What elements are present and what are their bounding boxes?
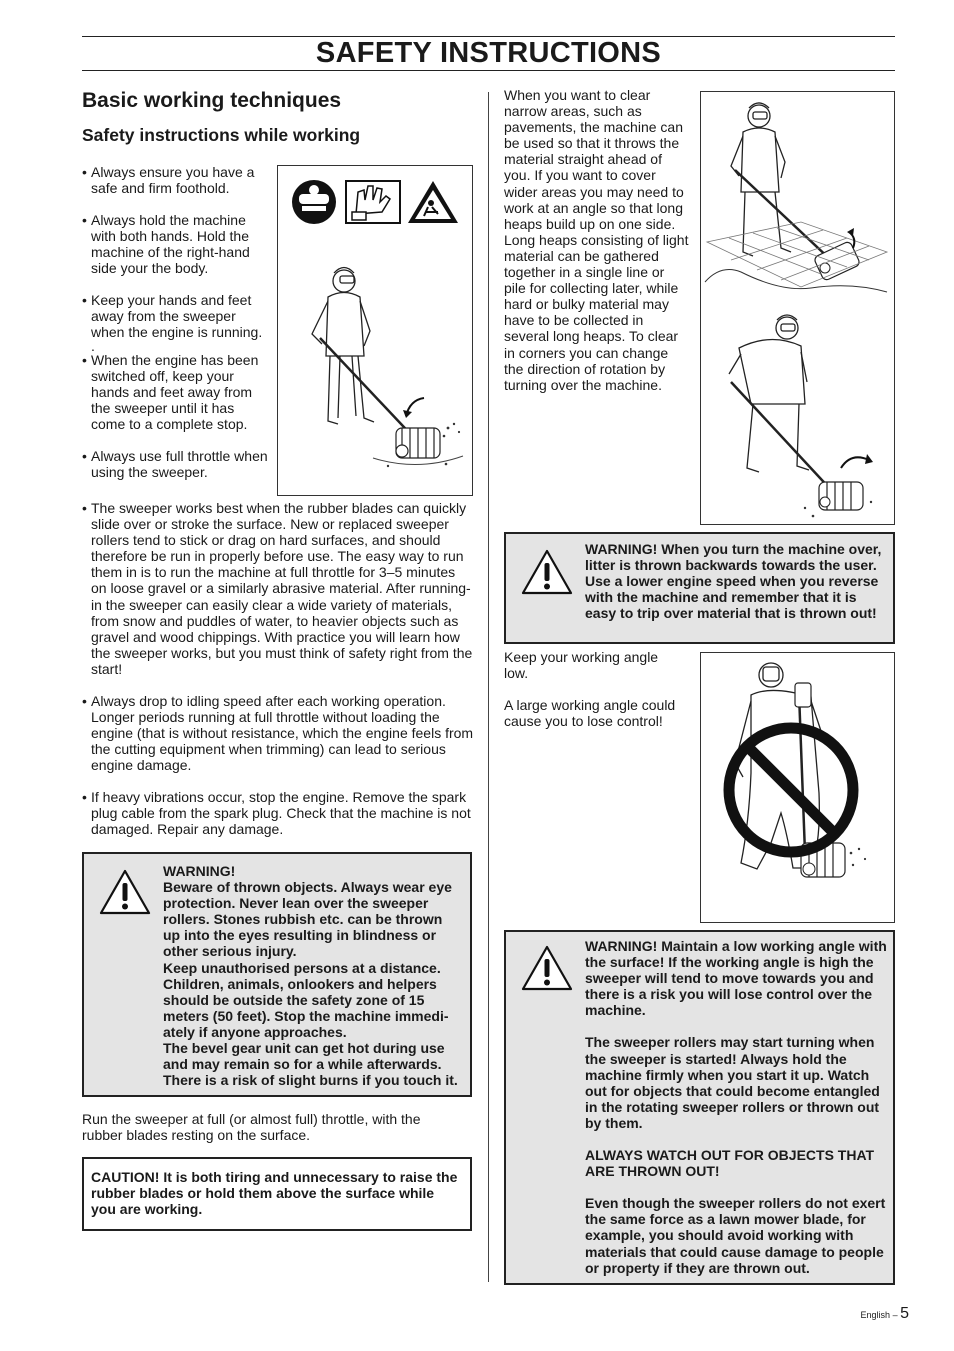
working-angle-text: Keep your working angle low. A large working angle could cause you to lose control! — [504, 649, 676, 730]
high-angle-prohibited-illustration — [700, 652, 895, 923]
bullet-engine-off: • When the engine has been switched off, keep your hands and feet away from the sweeper until it has come to a complete stop. — [82, 352, 272, 432]
working-angle-warning-text — [585, 938, 891, 1276]
thrown-objects-warning-icon — [408, 181, 458, 223]
warning-triangle-icon — [520, 944, 574, 992]
bullet-running-in: • The sweeper works best when the rubber blades can quickly slide over or stroke the surface. New or replaced sweeper rollers tend to stick or drag on hard surfaces, and should therefore be run in properly before use. The easy way to run them in is to run the machine at full throttle for 3–5 minutes on loose gravel or a similarly abrasive material. After running-in the sweeper can easily clear a wide variety of materials, from snow and puddles of water, to heavier objects such as gravel and wood chippings. With practice you will learn how the sweeper works, but you must think of safety right from the start! — [82, 500, 474, 677]
sweeper-operator-illustration — [277, 165, 473, 496]
title-underline — [82, 70, 895, 71]
turn-machine-warning-text: WARNING! When you turn the machine over, litter is thrown backwards towards the user. Use a lower engine speed when you reverse with the machine and remember that it is easy to trip over material that is thrown out! — [585, 541, 882, 622]
section-subheading: Safety instructions while working — [82, 125, 361, 145]
long-bullet-list — [82, 500, 474, 852]
caution-box — [82, 1157, 472, 1231]
short-bullet-list — [82, 164, 272, 496]
footer-language: English – — [860, 1310, 898, 1320]
warning-triangle-icon — [98, 868, 152, 916]
warning-para-force: Even though the sweeper rollers do not exert the same force as a lawn mower blade, for example, you should avoid working with materials that could cause damage to people or property if they are thrown out. — [585, 1195, 886, 1276]
turn-machine-warning-box — [504, 532, 895, 644]
page-number: 5 — [900, 1305, 909, 1322]
sweeping-directions-illustration — [700, 91, 895, 525]
thrown-objects-warning-box — [82, 852, 472, 1097]
section-heading: Basic working techniques — [82, 89, 342, 112]
narrow-areas-text: When you want to clear narrow areas, such as pavements, the machine can be used so that it throws the material straight ahead of you. If you want to cover wider areas you may need to work at an angle so that long heaps build up on one side. Long heaps consisting of light material can be gathered together in a single line or pile for collecting later, while hard or bulky material may have to be collected in several long heaps. To clear in corners you can change the direction of rotation by turning over the machine. — [504, 87, 689, 393]
glove-icon — [346, 181, 400, 223]
page-title: SAFETY INSTRUCTIONS — [315, 37, 662, 69]
bullet-hands-feet: • Keep your hands and feet away from the sweeper when the engine is running. — [82, 292, 272, 340]
column-divider — [488, 92, 489, 1282]
warning-para-angle: WARNING! Maintain a low working angle with the surface! If the working angle is high the sweeper will tend to move towards you and there is a risk you will lose control over the machine. — [585, 938, 887, 1019]
warning-para-rollers: The sweeper rollers may start turning when the sweeper is started! Always hold the machine firmly when you start it up. Watch out for objects that could become entangled in the rotating sweeper rollers or thrown out by them. — [585, 1034, 880, 1131]
bullet-hold-machine: • Always hold the machine with both hands. Hold the machine of the right-hand side your the body. — [82, 212, 272, 276]
warning-para-watch: ALWAYS WATCH OUT FOR OBJECTS THAT ARE THROWN OUT! — [585, 1147, 875, 1180]
run-sweeper-text: Run the sweeper at full (or almost full) throttle, with the rubber blades resting on the surface. — [82, 1111, 421, 1144]
warning-triangle-icon — [520, 548, 574, 596]
caution-text: CAUTION! It is both tiring and unnecessary to raise the rubber blades or hold them above the surface while you are working. — [91, 1169, 458, 1218]
bullet-foothold: • Always ensure you have a safe and firm foothold. — [82, 164, 272, 196]
helmet-visor-icon — [292, 180, 336, 224]
bullet-idling-speed: • Always drop to idling speed after each working operation. Longer periods running at full throttle without loading the engine (that is without resistance, which the engine feels from the cutting equipment when trimming) can lead to serious engine damage. — [82, 693, 474, 773]
bullet-vibrations: • If heavy vibrations occur, stop the engine. Remove the spark plug cable from the spark plug. Check that the machine is not damaged. Repair any damage. — [82, 789, 474, 837]
stray-dot: . — [91, 337, 95, 354]
bullet-full-throttle: • Always use full throttle when using the sweeper. — [82, 448, 272, 480]
page-footer — [861, 1305, 909, 1323]
working-angle-warning-box — [504, 930, 895, 1285]
thrown-objects-warning-text: WARNING! Beware of thrown objects. Always wear eye protection. Never lean over the sweeper rollers. Stones rubbish etc. can be thrown up into the eyes resulting in blindness or other serious injury. Keep unauthorised persons at a distance. Children, animals, onlookers and helpers should be outside the safety zone of 15 meters (50 feet). Stop the machine immedi- ately if anyone approaches. The bevel gear unit can get hot during use and may remain so for a while afterwards. There is a risk of slight burns if you touch it. — [163, 863, 458, 1089]
